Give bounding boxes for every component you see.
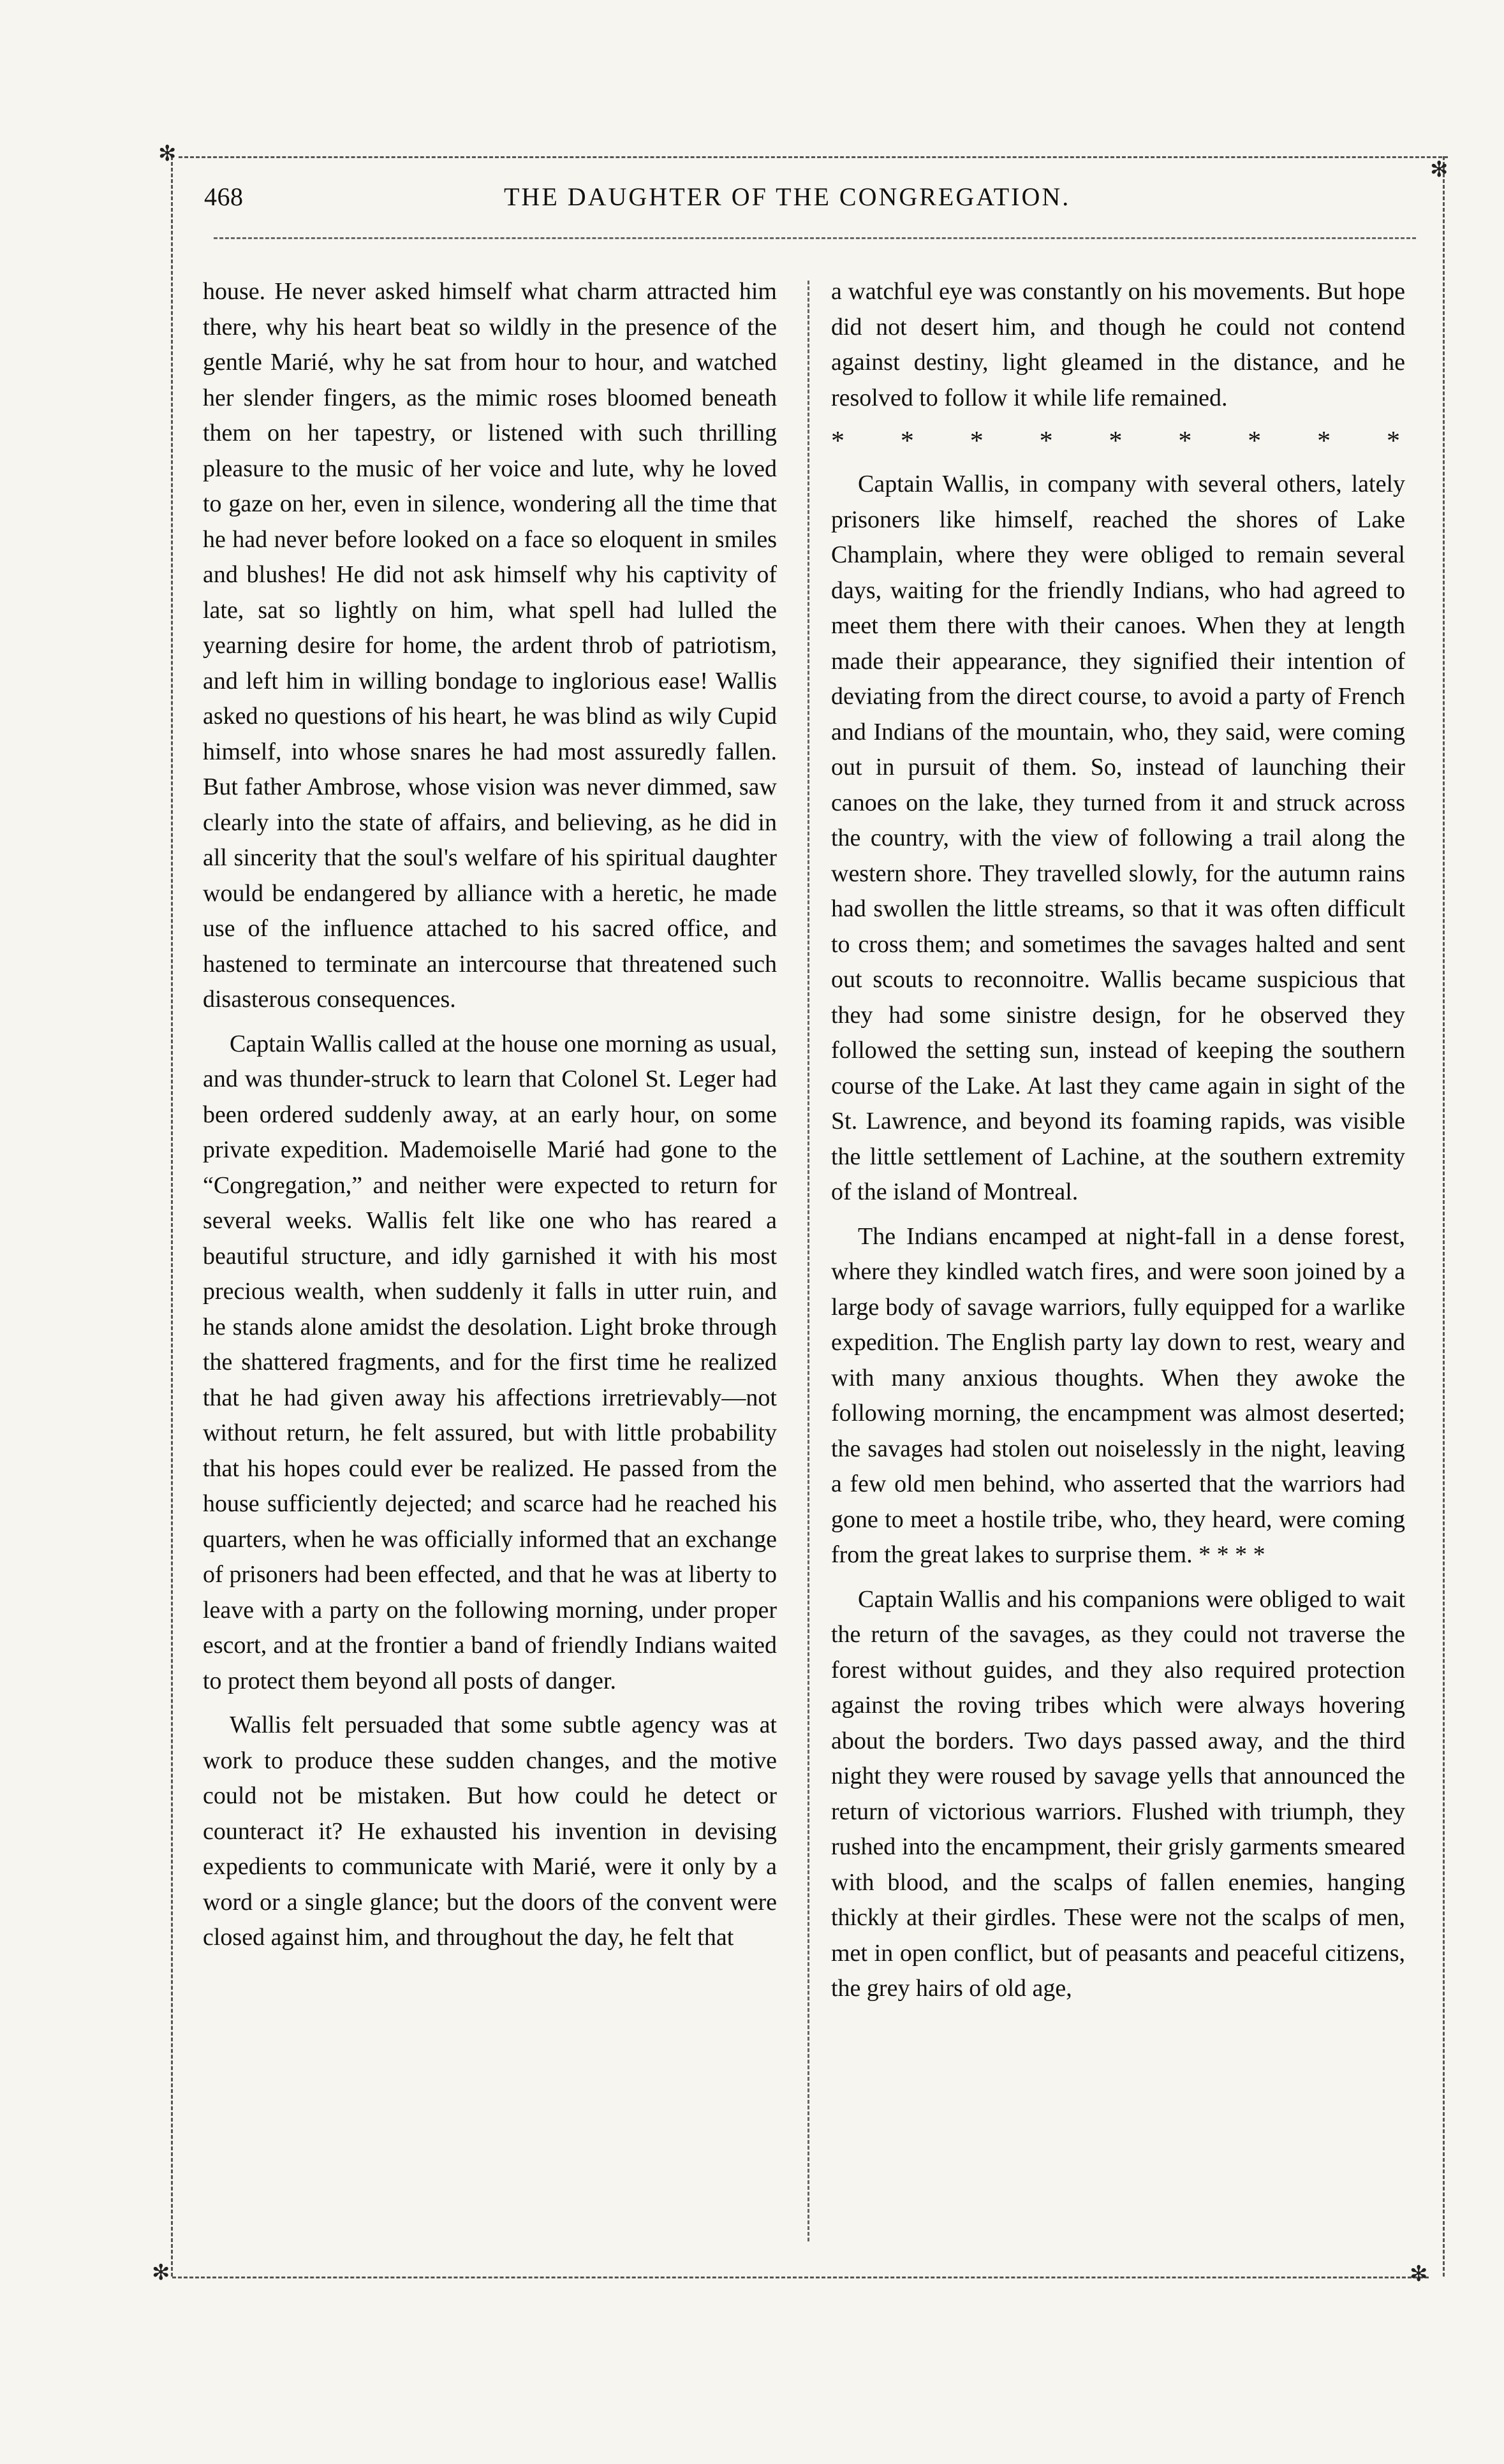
paragraph: Captain Wallis, in company with several others, lately prisoners like himself, reached the shores of Lake Champlain, where they were obliged to remain several days, waiting for the friendly Indians, who had agreed to meet them there with their canoes. When they at length made their appearance, they signified their intention of deviating from the direct course, to avoid a party of French and Indians of the mountain, who, they said, were coming out in pursuit of them. So, instead of launching their canoes on the lake, they turned from it and struck across the country, with the view of following a trail along the western shore. They travelled slowly, for the autumn rains had swollen the little streams, so that it was often difficult to cross them; and sometimes the savages halted and sent out scouts to reconnoitre. Wallis became suspicious that they had some sinistre design, for he observed they followed the setting sun, instead of keeping the southern course of the Lake. At last they came again in sight of the St. Lawrence, and beyond its foaming rapids, was visible the little settlement of Lachine, at the southern extremity of the island of Montreal. — [831, 471, 1405, 1205]
section-star: * — [1178, 427, 1192, 456]
section-star: * — [1317, 427, 1331, 456]
ornamental-border-left — [171, 156, 173, 2277]
corner-ornament-icon: ✻ — [152, 2261, 170, 2285]
section-star: * — [969, 427, 984, 456]
inline-stars: * * * * — [1198, 1541, 1265, 1568]
paragraph: house. He never asked himself what charm attracted him there, why his heart beat so wildly in the presence of the gentle Marié, why he sat from hour to hour, and watched her slender fingers, as the mimic roses bloomed beneath them on her tapestry, or listened with such thrilling pleasure to the music of her voice and lute, why he loved to gaze on her, even in silence, wondering all the time that he had never before looked on a face so eloquent in smiles and blushes! He did not ask himself why his captivity of late, sat so lightly on him, what spell had lulled the yearning desire for home, the ardent throb of patriotism, and left him in willing bondage to inglorious ease! Wallis asked no questions of his heart, he was blind as wily Cupid himself, into whose snares he had most assuredly fallen. But father Ambrose, whose vision was never dimmed, saw clearly into the state of affairs, and believing, as he did in all sincerity that the soul's welfare of his spiritual daughter would be endangered by alliance with a heretic, he made use of the influence attached to his sacred office, and hastened to terminate an intercourse that threatened such disasterous consequences. — [203, 278, 777, 1013]
page-number: 468 — [204, 182, 244, 211]
corner-ornament-icon: ✻ — [158, 142, 177, 166]
paragraph-with-stars — [831, 1219, 1405, 1573]
running-title: THE DAUGHTER OF THE CONGREGATION. — [504, 182, 1071, 211]
ornamental-border-bottom — [172, 2277, 1429, 2278]
page-header — [204, 182, 1435, 226]
section-star: * — [1248, 427, 1262, 456]
ornamental-border-top — [179, 156, 1448, 158]
section-break-stars — [831, 425, 1405, 458]
corner-ornament-icon: ✻ — [1430, 158, 1449, 182]
section-star: * — [1039, 427, 1053, 456]
section-star: * — [1109, 427, 1123, 456]
ornamental-border-right — [1443, 156, 1445, 2277]
paragraph-text: The Indians encamped at night-fall in a dense forest, where they kindled watch fires, and were soon joined by a large body of savage warriors, fully equipped for a warlike expedition. The English party lay down to rest, weary and with many anxious thoughts. When they awoke the following morning, the encampment was almost deserted; the savages had stolen out noiselessly in the night, leaving a few old men behind, who asserted that the warriors had gone to meet a hostile tribe, who, they heard, were coming from the great lakes to surprise them. — [831, 1222, 1405, 1568]
left-column — [203, 274, 777, 2251]
column-divider — [807, 281, 809, 2241]
header-rule — [214, 237, 1416, 239]
paragraph: Captain Wallis and his companions were obliged to wait the return of the savages, as they could not traverse the forest without guides, and they also required protection against the roving tribes which were always hovering about the borders. Two days passed away, and the third night they were roused by savage yells that announced the return of victorious warriors. Flushed with triumph, they rushed into the encampment, their grisly garments smeared with blood, and the scalps of fallen enemies, hanging thickly at their girdles. These were not the scalps of men, met in open conflict, but of peasants and peaceful citizens, the grey hairs of old age, — [831, 1585, 1405, 2002]
section-star: * — [831, 427, 844, 456]
section-star: * — [900, 427, 914, 456]
paragraph: Wallis felt persuaded that some subtle agency was at work to produce these sudden changes, and the motive could not be mistaken. But how could he detect or counteract it? He exhausted his invention in devising expedients to communicate with Marié, were it only by a word or a single glance; but the doors of the convent were closed against him, and throughout the day, he felt that — [203, 1712, 777, 1951]
paragraph: Captain Wallis called at the house one morning as usual, and was thunder-struck to learn that Colonel St. Leger had been ordered suddenly away, at an early hour, on some private expedition. Mademoiselle Marié had gone to the “Congregation,” and neither were expected to return for several weeks. Wallis felt like one who has reared a beautiful structure, and idly garnished it with his most precious wealth, when suddenly it falls in utter ruin, and he stands alone amidst the desolation. Light broke through the shattered fragments, and for the first time he realized that he had given away his affections irretrievably—not without return, he felt assured, but with little probability that his hopes could ever be realized. He passed from the house sufficiently dejected; and scarce had he reached his quarters, when he was officially informed that an exchange of prisoners had been effected, and that he was at liberty to leave with a party on the following morning, under proper escort, and at the frontier a band of friendly Indians waited to protect them beyond all posts of danger. — [203, 1030, 777, 1694]
right-column — [831, 274, 1405, 2251]
text-columns — [203, 274, 1408, 2251]
paragraph: a watchful eye was constantly on his movements. But hope did not desert him, and though he could not contend against destiny, light gleamed in the distance, and he resolved to follow it while life remained. — [831, 278, 1405, 411]
corner-ornament-icon: ✻ — [1410, 2262, 1428, 2286]
section-star: * — [1387, 427, 1400, 456]
